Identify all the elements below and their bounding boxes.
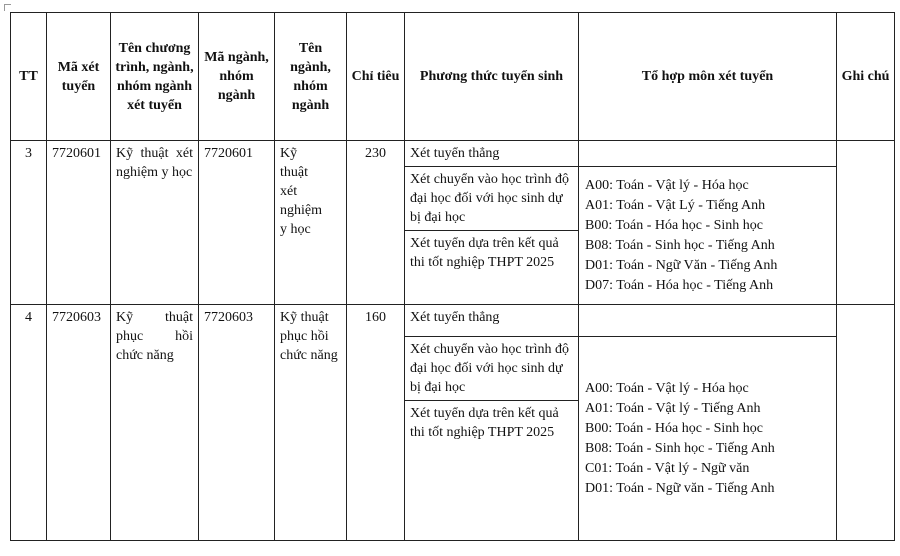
header-phuong-thuc: Phương thức tuyển sinh [405, 13, 579, 141]
combo-item: A01: Toán - Vật Lý - Tiếng Anh [585, 197, 766, 213]
combo-item: B00: Toán - Hóa học - Sinh học [585, 217, 764, 233]
page-corner-mark [4, 4, 11, 11]
combo-item: C01: Toán - Vật lý - Ngữ văn [585, 460, 750, 476]
cell-tt: 4 [11, 305, 47, 541]
cell-method: Xét tuyển thẳng [405, 305, 579, 337]
cell-ten-nganh: Kỹ thuật phục hồi chức năng [275, 305, 347, 541]
combo-item: A00: Toán - Vật lý - Hóa học [585, 380, 749, 396]
header-row [11, 13, 895, 141]
cell-ma-xet-tuyen: 7720603 [47, 305, 111, 541]
cell-ten-chuong-trinh: Kỹ thuật xét nghiệm y học [111, 141, 199, 305]
cell-method: Xét tuyển dựa trên kết quả thi tốt nghiệp THPT 2025 [405, 401, 579, 541]
cell-method: Xét chuyển vào học trình độ đại học đối với học sinh dự bị đại học [405, 337, 579, 401]
cell-combo-empty [579, 141, 837, 167]
header-to-hop: Tổ hợp môn xét tuyển [579, 13, 837, 141]
cell-chi-tieu: 230 [347, 141, 405, 305]
combo-item: B08: Toán - Sinh học - Tiếng Anh [585, 440, 775, 456]
cell-method: Xét tuyển thẳng [405, 141, 579, 167]
cell-chi-tieu: 160 [347, 305, 405, 541]
cell-method: Xét chuyển vào học trình độ đại học đối với học sinh dự bị đại học [405, 167, 579, 231]
header-ten-chuong-trinh: Tên chương trình, ngành, nhóm ngành xét tuyển [111, 13, 199, 141]
combo-item: D07: Toán - Hóa học - Tiếng Anh [585, 277, 774, 293]
table-row [11, 305, 895, 337]
combo-item: B00: Toán - Hóa học - Sinh học [585, 420, 764, 436]
cell-ghi-chu [837, 305, 895, 541]
cell-combo-empty [579, 305, 837, 337]
cell-ma-xet-tuyen: 7720601 [47, 141, 111, 305]
cell-ten-nganh: Kỹ thuật xét nghiệm y học [275, 141, 347, 305]
cell-tt: 3 [11, 141, 47, 305]
cell-ghi-chu [837, 141, 895, 305]
combo-item: D01: Toán - Ngữ văn - Tiếng Anh [585, 480, 775, 496]
combo-item: A00: Toán - Vật lý - Hóa học [585, 177, 749, 193]
header-ma-xet-tuyen: Mã xét tuyển [47, 13, 111, 141]
combo-item: A01: Toán - Vật lý - Tiếng Anh [585, 400, 761, 416]
table-row [11, 141, 895, 167]
cell-combos [579, 337, 837, 541]
header-ghi-chu: Ghi chú [837, 13, 895, 141]
header-chi-tieu: Chỉ tiêu [347, 13, 405, 141]
cell-combos [579, 167, 837, 305]
cell-ten-chuong-trinh: Kỹ thuật phục hồi chức năng [111, 305, 199, 541]
cell-method: Xét tuyển dựa trên kết quả thi tốt nghiệp THPT 2025 [405, 231, 579, 305]
cell-ma-nganh: 7720603 [199, 305, 275, 541]
combo-item: B08: Toán - Sinh học - Tiếng Anh [585, 237, 775, 253]
header-tt: TT [11, 13, 47, 141]
admission-table [10, 12, 895, 541]
header-ma-nganh: Mã ngành, nhóm ngành [199, 13, 275, 141]
header-ten-nganh: Tên ngành, nhóm ngành [275, 13, 347, 141]
cell-ma-nganh: 7720601 [199, 141, 275, 305]
combo-item: D01: Toán - Ngữ Văn - Tiếng Anh [585, 257, 778, 273]
